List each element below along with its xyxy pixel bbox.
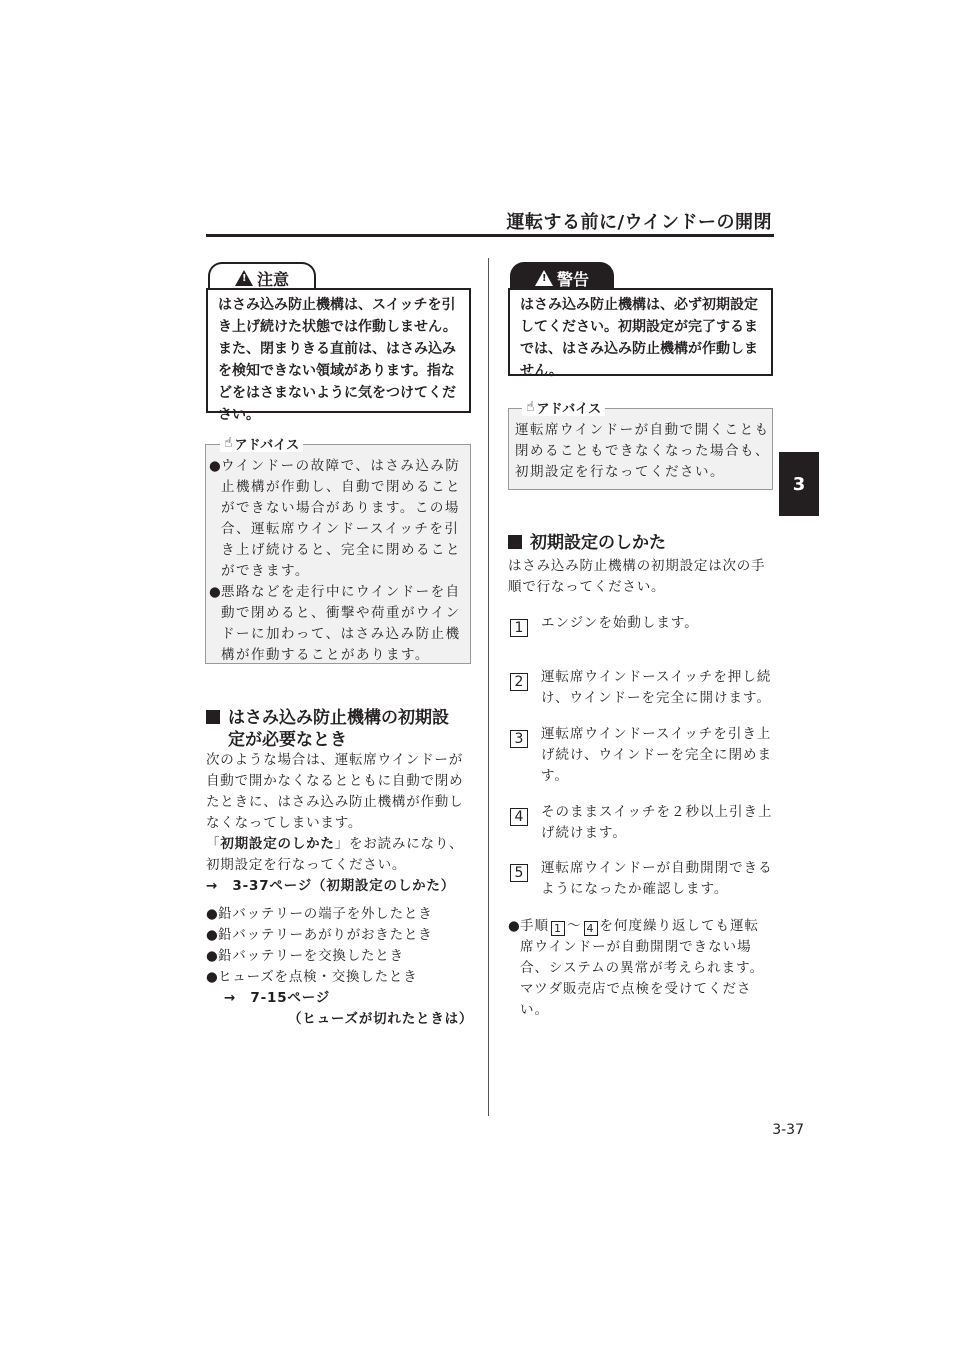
caution-box [206,288,471,423]
advice-line: 運転席ウインドーが自動で開くことも [515,422,770,438]
advice-line: 初期設定を行なってください。 [515,464,725,480]
step-ref-from: 1 [551,921,565,936]
step-line: 運転席ウインドーが自動開閉できる [541,860,773,876]
heading-line: 定が必要なとき [228,730,347,750]
step-number: 2 [510,673,528,691]
square-bullet-icon [508,535,522,549]
section-intro-right [508,556,778,598]
warning-line: はさみ込み防止機構は、必ず初期設定 [520,297,758,313]
caution-line: さい。 [218,407,260,423]
body-line: なくなってしまいます。 [206,815,363,831]
warning-box [508,288,773,379]
advice-line: 止機構が作動し、自動で閉めること [221,479,461,495]
step-text [541,858,773,900]
note-line: マツダ販売店で点検を受けてくださ [520,981,752,997]
advice-item [209,456,467,582]
step-text [541,667,773,709]
warning-line: してください。初期設定が完了するま [520,319,758,335]
page-header-title: 運転する前に/ウインドーの開閉 [506,212,772,233]
section-heading-left [206,707,474,751]
heading-text: 初期設定のしかた [530,533,666,553]
bullet-icon: ● [209,458,223,474]
advice-label-text: アドバイス [234,437,300,453]
caution-line: を検知できない領域があります。指な [218,363,455,379]
repeat-note [508,916,776,1021]
column-divider [488,258,489,1116]
step-line: エンジンを始動します。 [541,615,699,631]
fuse-page-reference-title[interactable]: （ヒューズが切れたときは） [288,1011,474,1027]
header-rule [206,234,774,237]
fuse-page-reference[interactable]: → 7-15ページ [224,990,331,1006]
step-number: 4 [510,808,528,826]
advice-line: き上げ続けると、完全に閉めること [221,542,461,558]
page-number: 3-37 [772,1122,804,1138]
advice-text-right [515,420,771,483]
chapter-tab[interactable]: 3 [779,452,819,516]
note-line: い。 [520,1002,549,1018]
advice-line: ドーに加わって、はさみ込み防止機 [221,626,461,642]
list-item [206,925,476,946]
advice-line: ができない場合があります。この場 [221,500,460,516]
body-line: 次のような場合は、運転席ウインドーが [206,752,463,768]
body-line: たときに、はさみ込み防止機構が作動し [206,794,464,810]
bullet-icon: ● [206,906,219,922]
conditions-list [206,904,476,1030]
page-reference-link[interactable]: → 3-37ページ（初期設定のしかた） [206,878,456,894]
step-text [541,802,773,844]
note-suffix: を何度繰り返しても運転 [599,918,759,934]
advice-line: 動で閉めると、衝撃や荷重がウイン [221,605,461,621]
list-item-text: 鉛バッテリーの端子を外したとき [218,906,433,922]
bullet-icon: ● [206,927,219,943]
advice-line: 悪路などを走行中にウインドーを自 [221,584,461,600]
step-number: 1 [510,619,528,637]
step-line: す。 [541,768,569,784]
step-number: 3 [510,730,528,748]
bullet-icon: ● [206,948,219,964]
pointing-hand-icon: ☝ [526,399,535,415]
advice-label-text: アドバイス [536,401,602,417]
body-line: 自動で開かなくなるとともに自動で閉め [206,773,464,789]
caution-line: また、閉まりきる直前は、はさみ込み [218,341,456,357]
step-line: ようになったか確認します。 [541,881,729,897]
warning-label: 警告 [556,269,589,289]
note-item [508,916,776,1021]
list-item-text: ヒューズを点検・交換したとき [218,969,418,985]
warning-triangle-icon [535,270,553,286]
advice-item [209,582,467,666]
advice-line: ができます。 [221,563,310,579]
list-item-text: 鉛バッテリーあがりがおきたとき [218,927,433,943]
bullet-icon: ● [209,584,223,600]
step-line: げ続け、ウインドーを完全に閉めま [541,747,773,763]
advice-line: 合、運転席ウインドースイッチを引 [221,521,460,537]
section-body-left [206,750,474,897]
warning-line: せん。 [520,363,563,379]
step-number: 5 [510,864,528,882]
advice-line: 構が作動することがあります。 [221,647,430,663]
advice-text-left [209,456,467,666]
quote-open: 「 [206,836,221,852]
note-line: 席ウインドーが自動開閉できない場 [520,939,752,955]
note-line [520,916,764,937]
list-item-text: 鉛バッテリーを交換したとき [218,948,404,964]
note-tilde: ～ [567,918,582,934]
caution-line: き上げ続けた状態では作動しません。 [218,319,457,335]
body-line: 初期設定を行なってください。 [206,857,407,873]
step-ref-to: 4 [584,921,598,936]
body-line [206,834,474,855]
step-line: 運転席ウインドースイッチを押し続 [541,669,772,685]
advice-line: 閉めることもできなくなった場合も、 [515,443,770,459]
caution-label: 注意 [256,269,289,289]
advice-label-left [220,434,303,452]
warning-triangle-icon [235,270,253,286]
step-line: げ続けます。 [541,825,627,841]
warning-line: では、はさみ込み防止機構が作動しま [520,341,758,357]
quote-rest: 」をお読みになり、 [334,836,464,852]
step-text [541,724,773,787]
step-line: そのままスイッチを２秒以上引き上 [541,804,773,820]
note-line: 合、システムの異常が考えられます。 [520,960,765,976]
caution-line: どをはさまないように気をつけてくだ [218,385,456,401]
step-line: け、ウインドーを完全に開けます。 [541,690,771,706]
note-prefix: 手順 [520,918,549,934]
ref-emphasis[interactable]: 初期設定のしかた [220,836,335,852]
step-line: 運転席ウインドースイッチを引き上 [541,726,772,742]
list-item [206,967,476,988]
advice-label-right [522,398,605,416]
list-item [206,904,476,925]
section-heading-right [508,532,776,554]
body-line: はさみ込み防止機構の初期設定は次の手 [508,558,766,574]
bullet-icon: ● [508,918,521,934]
pointing-hand-icon: ☝ [224,435,233,451]
caution-line: はさみ込み防止機構は、スイッチを引 [218,297,456,313]
body-line: 順で行なってください。 [508,579,666,595]
list-item [206,946,476,967]
step-text [541,613,773,634]
bullet-icon: ● [206,969,219,985]
heading-line: はさみ込み防止機構の初期設 [228,708,449,728]
advice-line: ウインドーの故障で、はさみ込み防 [221,458,461,474]
square-bullet-icon [206,710,220,724]
